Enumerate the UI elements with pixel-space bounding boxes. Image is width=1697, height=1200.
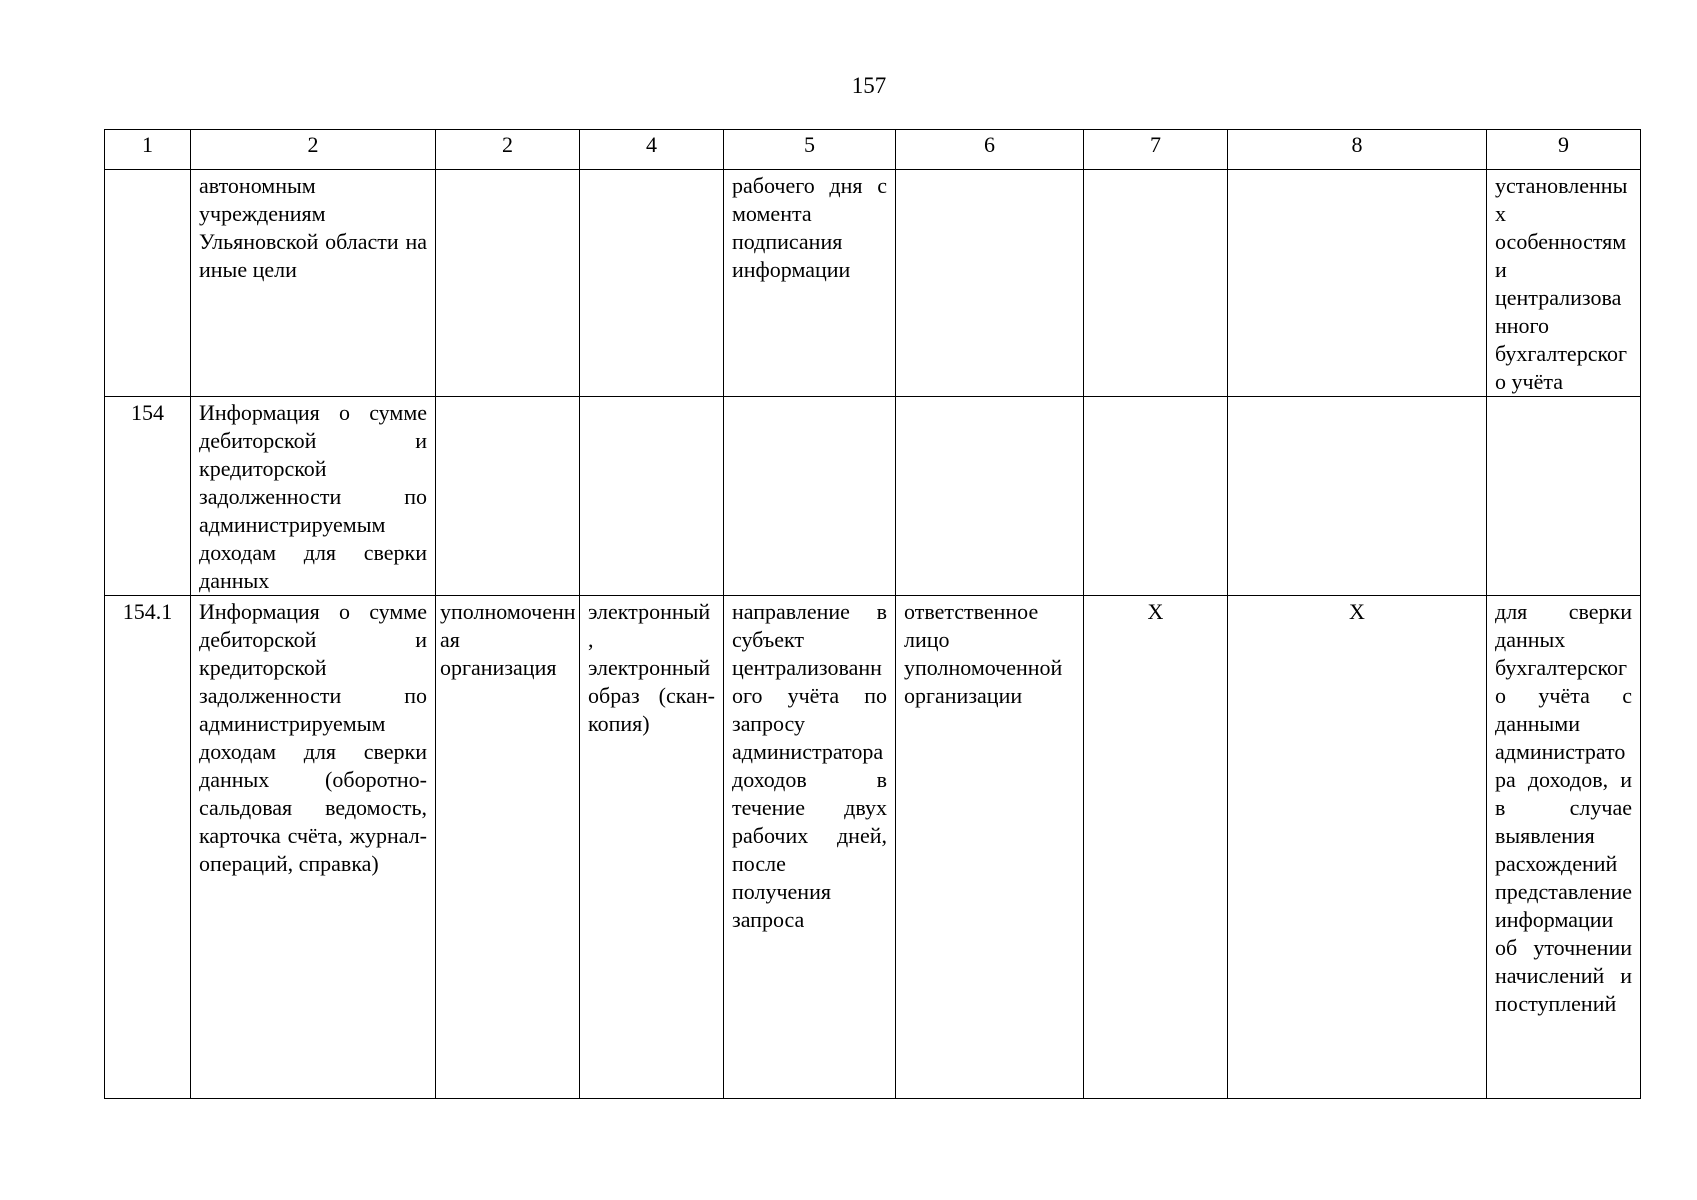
column-header: 2 xyxy=(436,130,580,170)
table-cell: для сверки данных бухгалтерского учёта с данными администратора доходов, и в случае выявления расхождений представление информации об уточнении начислений и поступлений xyxy=(1487,596,1641,1099)
column-header: 2 xyxy=(191,130,436,170)
row-number-cell: 154.1 xyxy=(105,596,191,1099)
document-table xyxy=(104,129,1641,1099)
table-cell: уполномоченная организация xyxy=(436,596,580,1099)
row-name-cell: автономным учреждениям Ульяновской области на иные цели xyxy=(191,170,436,397)
table-cell xyxy=(436,397,580,596)
table-cell xyxy=(1084,397,1228,596)
table-cell xyxy=(580,170,724,397)
row-name-cell: Информация о сумме дебиторской и кредиторской задолженности по администрируемым доходам для сверки данных xyxy=(191,397,436,596)
table-cell xyxy=(896,397,1084,596)
table-cell xyxy=(1084,170,1228,397)
row-number-cell: 154 xyxy=(105,397,191,596)
table-cell: Х xyxy=(1228,596,1487,1099)
column-header: 5 xyxy=(724,130,896,170)
table-cell xyxy=(1228,397,1487,596)
table-cell: Х xyxy=(1084,596,1228,1099)
column-header: 1 xyxy=(105,130,191,170)
table-cell: рабочего дня с момента подписания информации xyxy=(724,170,896,397)
column-header: 6 xyxy=(896,130,1084,170)
table-cell: установленных особенностями централизованного бухгалтерского учёта xyxy=(1487,170,1641,397)
column-header: 4 xyxy=(580,130,724,170)
table-row xyxy=(105,170,1641,397)
table-cell xyxy=(896,170,1084,397)
page-number: 157 xyxy=(851,73,887,98)
column-header: 7 xyxy=(1084,130,1228,170)
table-cell xyxy=(580,397,724,596)
row-name-cell: Информация о сумме дебиторской и кредиторской задолженности по администрируемым доходам для сверки данных (оборотно-сальдовая ведомость, карточка счёта, журнал-операций, справка) xyxy=(191,596,436,1099)
table-row xyxy=(105,397,1641,596)
table-cell xyxy=(436,170,580,397)
table-cell xyxy=(1228,170,1487,397)
table-header-row xyxy=(105,130,1641,170)
table-cell xyxy=(724,397,896,596)
table-cell xyxy=(1487,397,1641,596)
table-cell: направление в субъект централизованного учёта по запросу администратора доходов в течение двух рабочих дней, после получения запроса xyxy=(724,596,896,1099)
table-cell: ответственное лицо уполномоченной организации xyxy=(896,596,1084,1099)
row-number-cell xyxy=(105,170,191,397)
table-row xyxy=(105,596,1641,1099)
table-cell: электронный, электронный образ (скан-копия) xyxy=(580,596,724,1099)
column-header: 8 xyxy=(1228,130,1487,170)
column-header: 9 xyxy=(1487,130,1641,170)
